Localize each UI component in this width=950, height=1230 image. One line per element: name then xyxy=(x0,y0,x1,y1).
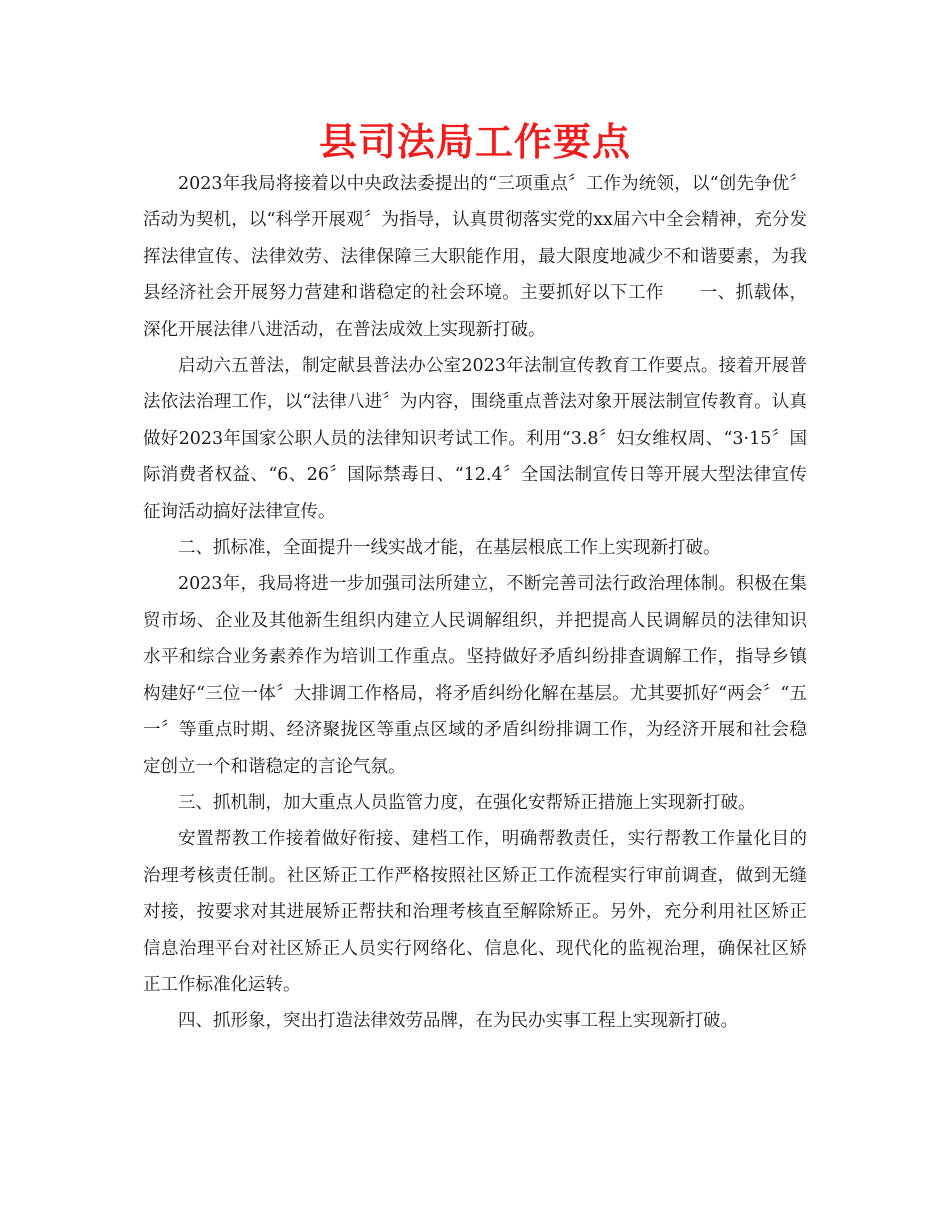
intro-paragraph: 2023年我局将接着以中央政法委提出的“三项重点〞工作为统领，以“创先争优〞活动为契机，以“科学开展观〞为指导，认真贯彻落实党的xx届六中全会精神，充分发挥法律宣传、法律效劳、法律保障三大职能作用，最大限度地减少不和谐要素，为我县经济社会开展努力营建和谐稳定的社会环境。主要抓好以下工作 一、抓载体，深化开展法律八进活动，在普法成效上实现新打破。 xyxy=(143,174,807,340)
section-4-heading: 四、抓形象，突出打造法律效劳品牌，在为民办实事工程上实现新打破。 xyxy=(178,1011,738,1032)
section-3-heading: 三、抓机制，加大重点人员监管力度，在强化安帮矫正措施上实现新打破。 xyxy=(178,792,756,813)
paragraph-1-detail: 启动六五普法，制定献县普法办公室2023年法制宣传教育工作要点。接着开展普法依法治理工作，以“法律八进〞为内容，围绕重点普法对象开展法制宣传教育。认真做好2023年国家公职人员的法律知识考试工作。利用“3.8〞妇女维权周、“3·15〞国际消费者权益、“6、26〞国际禁毒日、“12.4〞全国法制宣传日等开展大型法律宣传征询活动搞好法律宣传。 xyxy=(143,356,807,522)
section-2-heading: 二、抓标准，全面提升一线实战才能，在基层根底工作上实现新打破。 xyxy=(178,538,721,559)
paragraph-2-detail: 2023年，我局将进一步加强司法所建立，不断完善司法行政治理体制。积极在集贸市场、企业及其他新生组织内建立人民调解组织，并把提高人民调解员的法律知识水平和综合业务素养作为培训工作重点。坚持做好矛盾纠纷排查调解工作，指导乡镇构建好“三位一体〞大排调工作格局，将矛盾纠纷化解在基层。尤其要抓好“两会〞“五一〞等重点时期、经济聚拢区等重点区域的矛盾纠纷排调工作，为经济开展和社会稳定创立一个和谐稳定的言论气氛。 xyxy=(143,574,807,777)
document-title: 县司法局工作要点 xyxy=(318,120,631,164)
document-page xyxy=(143,118,807,1040)
paragraph-3-detail: 安置帮教工作接着做好衔接、建档工作，明确帮教责任，实行帮教工作量化目的治理考核责任制。社区矫正工作严格按照社区矫正工作流程实行审前调查，做到无缝对接，按要求对其进展矫正帮扶和治理考核直至解除矫正。另外，充分利用社区矫正信息治理平台对社区矫正人员实行网络化、信息化、现代化的监视治理，确保社区矫正工作标准化运转。 xyxy=(143,829,807,995)
